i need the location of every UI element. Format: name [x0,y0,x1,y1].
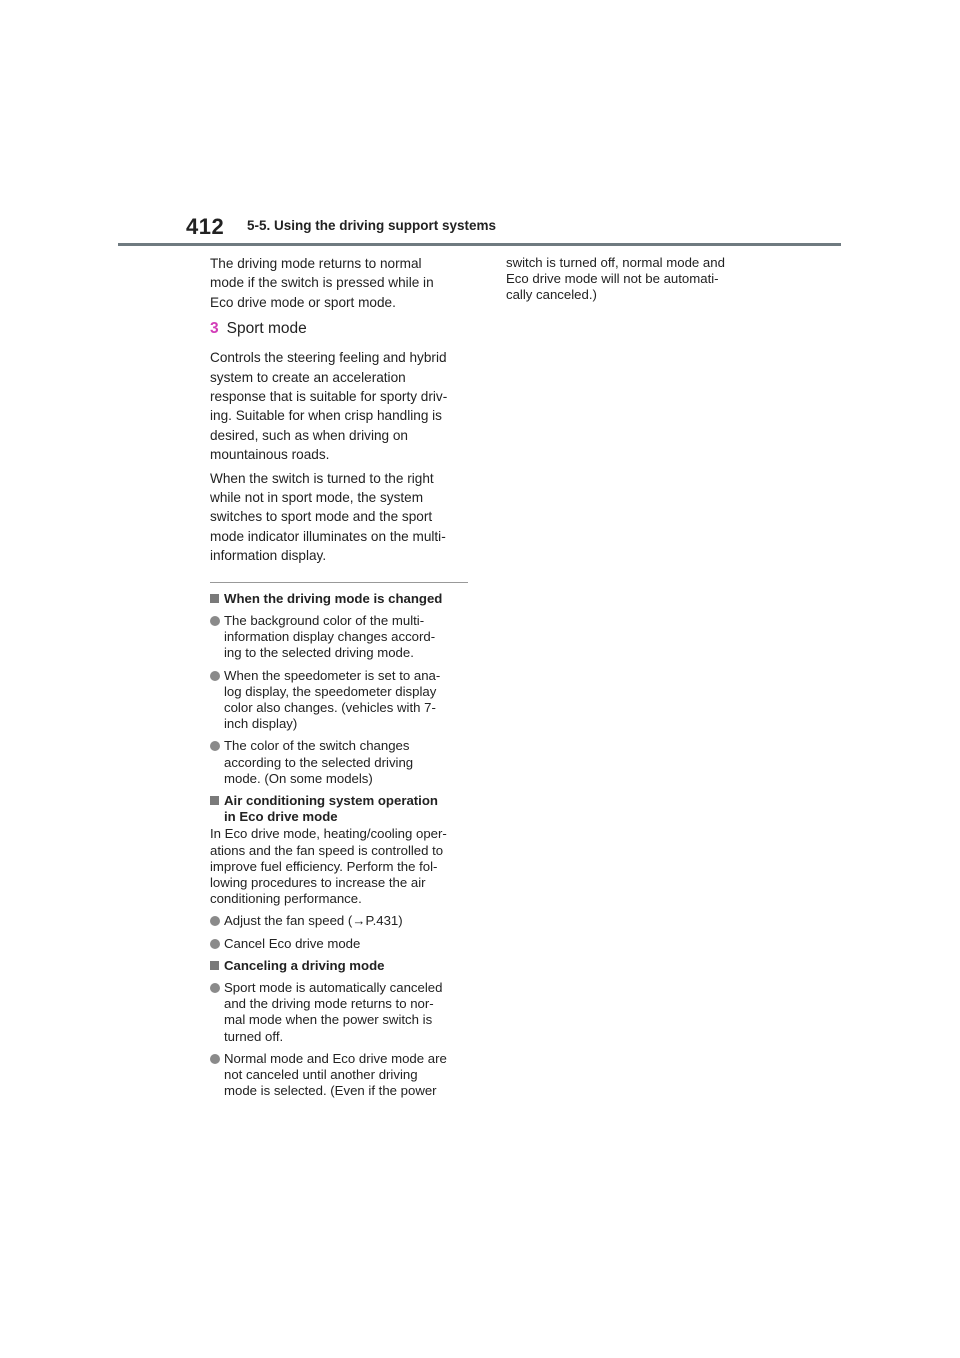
section-title: 5-5. Using the driving support systems [247,218,497,233]
air-conditioning-paragraph: In Eco drive mode, heating/cooling oper- ations and the fan speed is controlled to improve fuel efficiency. Perform the fol- lowing procedures to increase the air conditioning performance. [210,826,447,907]
section-divider [210,582,468,583]
left-column [210,254,472,1105]
right-column [506,255,776,304]
circle-bullet-icon [210,983,220,993]
list-item: The color of the switch changes according to the selected driving mode. (On some models) [210,738,472,787]
list-item: Normal mode and Eco drive mode are not canceled until another driving mode is selected. (Even if the power [210,1051,472,1100]
circle-bullet-icon [210,916,220,926]
circle-bullet-icon [210,616,220,626]
square-bullet-icon [210,594,219,603]
circle-bullet-icon [210,741,220,751]
note-heading-canceling: Canceling a driving mode [210,958,472,974]
list-item: Sport mode is automatically canceled and the driving mode returns to nor- mal mode when the power switch is turned off. [210,980,472,1045]
intro-paragraph: The driving mode returns to normal mode if the switch is pressed while in Eco drive mode or sport mode. [210,256,434,310]
circle-bullet-icon [210,939,220,949]
step-number: 3 [210,320,219,338]
page-header [186,214,846,244]
note-heading-air-conditioning: Air conditioning system operation in Eco drive mode [210,793,472,825]
list-item: Cancel Eco drive mode [210,936,472,952]
step-title: Sport mode [226,320,307,338]
list-item: The background color of the multi- information display changes accord- ing to the selected driving mode. [210,613,472,662]
list-item: When the speedometer is set to ana- log display, the speedometer display color also changes. (vehicles with 7- inch display) [210,668,472,733]
continuation-paragraph: switch is turned off, normal mode and Eco drive mode will not be automati- cally canceled.) [506,255,725,303]
sport-mode-description: Controls the steering feeling and hybrid system to create an acceleration response that is suitable for sporty driv- ing. Suitable for when crisp handling is desired, such as when driving on mountainous roads. [210,350,448,463]
step-heading [210,320,472,338]
page-number: 412 [186,214,225,239]
sport-mode-switch-paragraph: When the switch is turned to the right while not in sport mode, the system switches to sport mode and the sport mode indicator illuminates on the multi- information display. [210,470,446,564]
square-bullet-icon [210,961,219,970]
circle-bullet-icon [210,1054,220,1064]
list-item: Adjust the fan speed (→P.431) [210,913,472,929]
circle-bullet-icon [210,671,220,681]
square-bullet-icon [210,796,219,805]
note-heading-mode-changed: When the driving mode is changed [210,591,472,607]
header-rule [118,243,841,246]
